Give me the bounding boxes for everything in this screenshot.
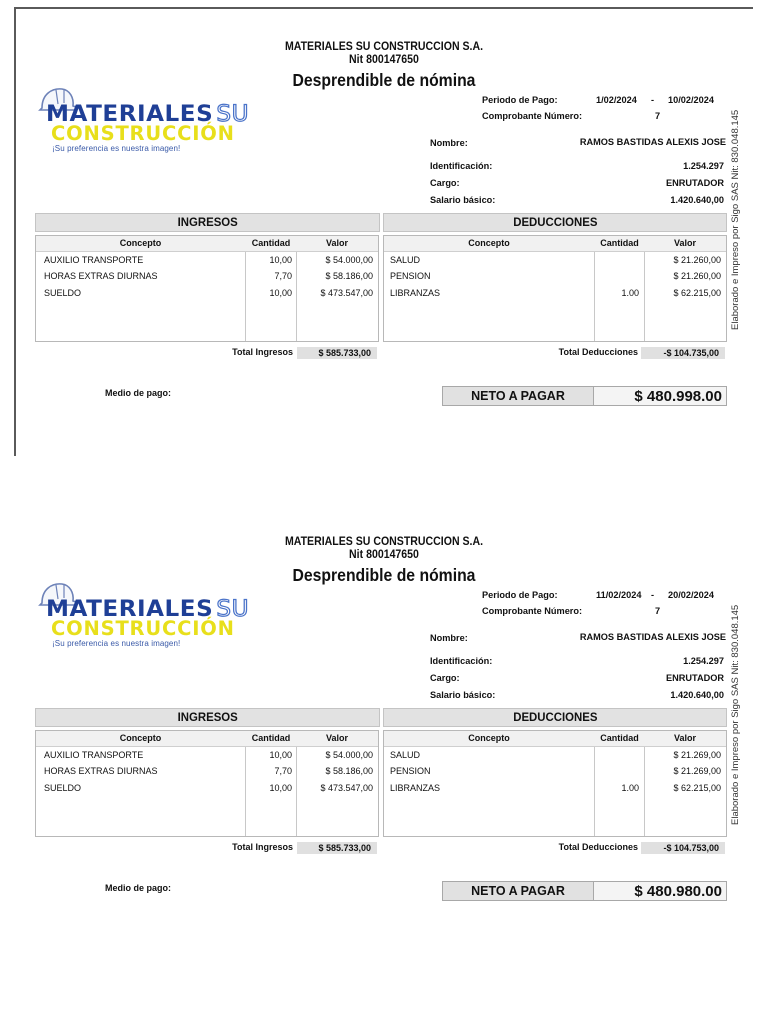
deducciones-table-header: Concepto Cantidad Valor bbox=[384, 236, 726, 252]
total-ingresos-label: Total Ingresos bbox=[232, 347, 293, 357]
total-deducciones-label: Total Deducciones bbox=[558, 842, 638, 852]
comprobante-number: 7 bbox=[655, 111, 661, 121]
ingresos-table bbox=[35, 235, 379, 342]
identificacion-label: Identificación: bbox=[430, 656, 493, 666]
deduccion-row: SALUD $ 21.269,00 bbox=[390, 750, 721, 760]
comprobante-number: 7 bbox=[655, 606, 661, 616]
document-title: Desprendible de nómina bbox=[292, 70, 476, 90]
company-name: MATERIALES SU CONSTRUCCION S.A. bbox=[284, 39, 484, 53]
employee-cargo: ENRUTADOR bbox=[665, 673, 724, 683]
ingresos-table bbox=[35, 730, 379, 837]
deducciones-header: DEDUCCIONES bbox=[383, 213, 727, 232]
payslip-2 bbox=[0, 495, 768, 965]
nombre-label: Nombre: bbox=[430, 138, 468, 148]
employee-id: 1.254.297 bbox=[683, 161, 724, 171]
ingreso-row: SUELDO 10,00 $ 473.547,00 bbox=[44, 783, 373, 793]
total-ingresos-value: $ 585.733,00 bbox=[297, 347, 377, 359]
company-logo bbox=[36, 581, 250, 651]
company-nit: Nit 800147650 bbox=[349, 52, 419, 66]
logo-text-materiales: MATERIALES SU bbox=[46, 102, 250, 127]
company-logo bbox=[36, 86, 250, 156]
neto-a-pagar bbox=[442, 386, 727, 406]
neto-a-pagar bbox=[442, 881, 727, 901]
logo-text-construccion: CONSTRUCCIÓN bbox=[51, 122, 235, 145]
deducciones-header: DEDUCCIONES bbox=[383, 708, 727, 727]
comprobante-label: Comprobante Número: bbox=[482, 606, 583, 616]
periodo-desde: 11/02/2024 bbox=[596, 590, 642, 600]
periodo-label: Periodo de Pago: bbox=[482, 95, 558, 105]
ingreso-row: HORAS EXTRAS DIURNAS 7,70 $ 58.186,00 bbox=[44, 766, 373, 776]
deduccion-row: SALUD $ 21.260,00 bbox=[390, 255, 721, 265]
periodo-hasta: 10/02/2024 bbox=[668, 95, 714, 105]
total-deducciones-value: -$ 104.753,00 bbox=[641, 842, 725, 854]
deduccion-row: PENSION $ 21.260,00 bbox=[390, 271, 721, 281]
company-name: MATERIALES SU CONSTRUCCION S.A. bbox=[284, 534, 484, 548]
deducciones-table bbox=[383, 235, 727, 342]
printed-by-text: Elaborado e Impreso por Sigo SAS Nit: 830.048.145 bbox=[730, 109, 741, 330]
neto-value: $ 480.980.00 bbox=[594, 882, 726, 900]
logo-text-materiales: MATERIALES SU bbox=[46, 597, 250, 622]
deduccion-row: LIBRANZAS 1.00 $ 62.215,00 bbox=[390, 288, 721, 298]
employee-name: RAMOS BASTIDAS ALEXIS JOSE bbox=[579, 632, 726, 642]
periodo-desde: 1/02/2024 bbox=[596, 95, 637, 105]
comprobante-label: Comprobante Número: bbox=[482, 111, 583, 121]
logo-text-construccion: CONSTRUCCIÓN bbox=[51, 617, 235, 640]
salario-label: Salario básico: bbox=[430, 195, 496, 205]
nombre-label: Nombre: bbox=[430, 633, 468, 643]
neto-value: $ 480.998.00 bbox=[594, 387, 726, 405]
employee-salario: 1.420.640,00 bbox=[670, 690, 724, 700]
periodo-separator: - bbox=[651, 95, 655, 105]
deduccion-row: LIBRANZAS 1.00 $ 62.215,00 bbox=[390, 783, 721, 793]
total-deducciones-value: -$ 104.735,00 bbox=[641, 347, 725, 359]
salario-label: Salario básico: bbox=[430, 690, 496, 700]
periodo-hasta: 20/02/2024 bbox=[668, 590, 714, 600]
total-deducciones-label: Total Deducciones bbox=[558, 347, 638, 357]
periodo-separator: - bbox=[651, 590, 655, 600]
ingresos-header: INGRESOS bbox=[35, 708, 380, 727]
printed-by-text: Elaborado e Impreso por Sigo SAS Nit: 830.048.145 bbox=[730, 604, 741, 825]
company-nit: Nit 800147650 bbox=[349, 547, 419, 561]
ingresos-table-header: Concepto Cantidad Valor bbox=[36, 236, 378, 252]
employee-name: RAMOS BASTIDAS ALEXIS JOSE bbox=[579, 137, 726, 147]
ingresos-header: INGRESOS bbox=[35, 213, 380, 232]
neto-label: NETO A PAGAR bbox=[443, 882, 594, 900]
logo-tagline: ¡Su preferencia es nuestra imagen! bbox=[52, 144, 181, 153]
ingreso-row: AUXILIO TRANSPORTE 10,00 $ 54.000,00 bbox=[44, 750, 373, 760]
deducciones-table bbox=[383, 730, 727, 837]
identificacion-label: Identificación: bbox=[430, 161, 493, 171]
cargo-label: Cargo: bbox=[430, 673, 460, 683]
total-ingresos-label: Total Ingresos bbox=[232, 842, 293, 852]
ingresos-table-header: Concepto Cantidad Valor bbox=[36, 731, 378, 747]
total-ingresos-value: $ 585.733,00 bbox=[297, 842, 377, 854]
neto-label: NETO A PAGAR bbox=[443, 387, 594, 405]
document-title: Desprendible de nómina bbox=[292, 565, 476, 585]
employee-id: 1.254.297 bbox=[683, 656, 724, 666]
medio-pago-label: Medio de pago: bbox=[105, 388, 171, 398]
ingreso-row: SUELDO 10,00 $ 473.547,00 bbox=[44, 288, 373, 298]
periodo-label: Periodo de Pago: bbox=[482, 590, 558, 600]
employee-salario: 1.420.640,00 bbox=[670, 195, 724, 205]
deduccion-row: PENSION $ 21.269,00 bbox=[390, 766, 721, 776]
employee-cargo: ENRUTADOR bbox=[665, 178, 724, 188]
ingreso-row: AUXILIO TRANSPORTE 10,00 $ 54.000,00 bbox=[44, 255, 373, 265]
logo-tagline: ¡Su preferencia es nuestra imagen! bbox=[52, 639, 181, 648]
ingreso-row: HORAS EXTRAS DIURNAS 7,70 $ 58.186,00 bbox=[44, 271, 373, 281]
cargo-label: Cargo: bbox=[430, 178, 460, 188]
medio-pago-label: Medio de pago: bbox=[105, 883, 171, 893]
payslip-1 bbox=[0, 0, 768, 470]
deducciones-table-header: Concepto Cantidad Valor bbox=[384, 731, 726, 747]
